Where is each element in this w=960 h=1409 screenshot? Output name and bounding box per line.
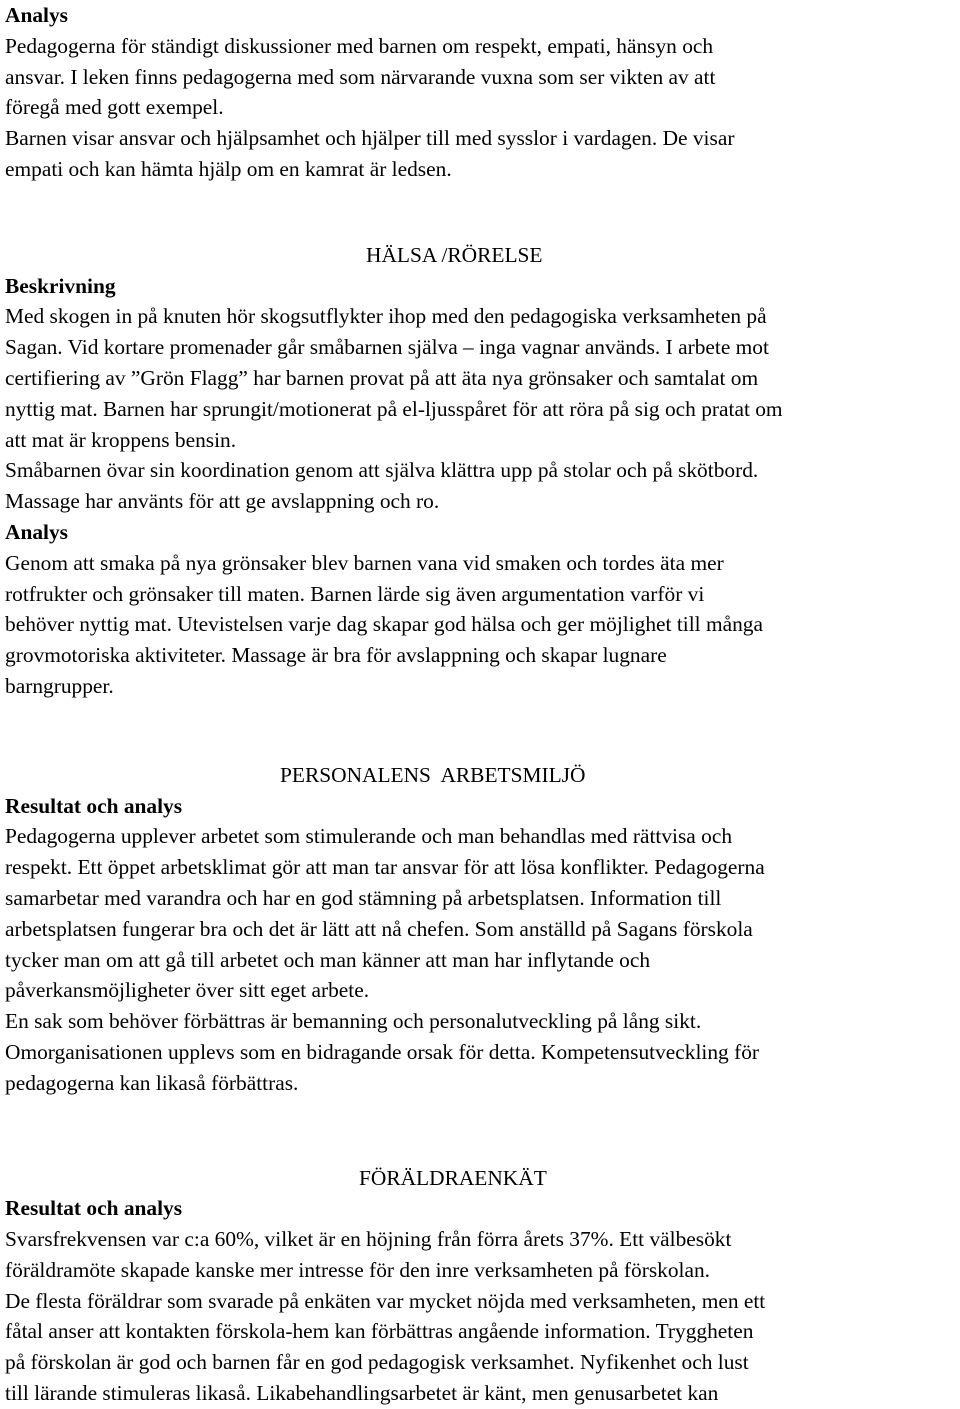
text-line: föregå med gott exempel. [5, 95, 224, 120]
section-heading: Analys [5, 3, 69, 27]
text-line: föräldramöte skapade kanske mer intresse för den inre verksamheten på förskolan. [5, 1257, 711, 1282]
text-line: Med skogen in på knuten hör skogsutflykter ihop med den pedagogiska verksamheten på [5, 304, 767, 329]
text-line: Massage har använts för att ge avslappning och ro. [5, 489, 440, 514]
section-heading: Beskrivning [5, 273, 116, 298]
text-line: tycker man om att gå till arbetet och man känner att man har inflytande och [5, 947, 651, 972]
text-line: Svarsfrekvensen var c:a 60%, vilket är en höjning från förra årets 37%. Ett välbesökt [5, 1227, 732, 1252]
text-line: till lärande stimuleras likaså. Likabehandlingsarbetet är känt, men genusarbetet kan [5, 1381, 719, 1406]
text-line: Omorganisationen upplevs som en bidragande orsak för detta. Kompetensutveckling för [5, 1039, 760, 1064]
text-line: behöver nyttig mat. Utevistelsen varje dag skapar god hälsa och ger möjlighet till många [5, 612, 763, 637]
text-line: barngrupper. [5, 673, 114, 698]
text-line: påverkansmöjligheter över sitt eget arbete. [5, 978, 370, 1003]
text-line: En sak som behöver förbättras är bemanning och personalutveckling på lång sikt. [5, 1009, 702, 1034]
section-personalens-arbetsmiljo [5, 760, 953, 1099]
section-heading: Analys [5, 519, 69, 544]
text-line: respekt. Ett öppet arbetsklimat gör att man tar ansvar för att lösa konflikter. Pedagogerna [5, 855, 765, 880]
text-line: att mat är kroppens bensin. [5, 427, 237, 452]
text-line: certifiering av ”Grön Flagg” har barnen provat på att äta nya grönsaker och samtalat om [5, 365, 759, 390]
section-title: FÖRÄLDRAENKÄT [359, 1165, 547, 1190]
text-line: pedagogerna kan likaså förbättras. [5, 1070, 299, 1095]
text-line: rotfrukter och grönsaker till maten. Barnen lärde sig även argumentation varför vi [5, 581, 705, 606]
section-analys-1 [5, 0, 953, 185]
section-heading: Resultat och analys [5, 793, 183, 818]
text-line: samarbetar med varandra och har en god stämning på arbetsplatsen. Information till [5, 885, 722, 910]
text-line: arbetsplatsen fungerar bra och det är lätt att nå chefen. Som anställd på Sagans förskola [5, 916, 753, 941]
text-line: ansvar. I leken finns pedagogerna med som närvarande vuxna som ser vikten av att [5, 64, 716, 89]
text-line: Genom att smaka på nya grönsaker blev barnen vana vid smaken och tordes äta mer [5, 550, 724, 575]
text-line: Barnen visar ansvar och hjälpsamhet och hjälper till med sysslor i vardagen. De visar [5, 126, 735, 151]
text-line: Pedagogerna för ständigt diskussioner med barnen om respekt, empati, hänsyn och [5, 33, 714, 58]
section-title: HÄLSA /RÖRELSE [366, 242, 543, 267]
section-halsa-rorelse [5, 240, 953, 702]
section-heading: Resultat och analys [5, 1196, 183, 1221]
text-line: De flesta föräldrar som svarade på enkäten var mycket nöjda med verksamheten, men ett [5, 1288, 766, 1313]
text-line: Sagan. Vid kortare promenader går småbarnen själva – inga vagnar används. I arbete mot [5, 335, 769, 360]
text-line: på förskolan är god och barnen får en god pedagogisk verksamhet. Nyfikenhet och lust [5, 1350, 749, 1375]
section-title: PERSONALENS ARBETSMILJÖ [280, 762, 586, 787]
text-line: empati och kan hämta hjälp om en kamrat är ledsen. [5, 156, 452, 181]
text-line: Småbarnen övar sin koordination genom att själva klättra upp på stolar och på skötbord. [5, 458, 759, 483]
text-line: Pedagogerna upplever arbetet som stimulerande och man behandlas med rättvisa och [5, 824, 733, 849]
text-line: fåtal anser att kontakten förskola-hem kan förbättras angående information. Tryggheten [5, 1319, 754, 1344]
text-line: nyttig mat. Barnen har sprungit/motionerat på el-ljusspåret för att röra på sig och pratat om [5, 396, 783, 421]
document-page [5, 0, 953, 1409]
text-line: grovmotoriska aktiviteter. Massage är bra för avslappning och skapar lugnare [5, 643, 667, 668]
section-foraldraenkat [5, 1163, 953, 1409]
